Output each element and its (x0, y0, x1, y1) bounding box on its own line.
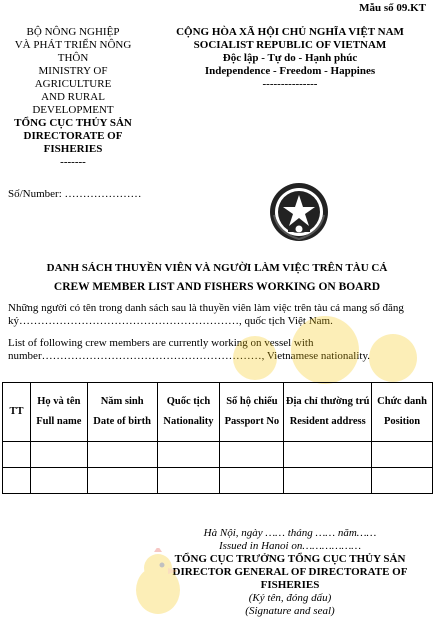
ministry-vn-line-1: BỘ NÔNG NGHIỆP (26, 26, 120, 38)
ministry-en-line-1: MINISTRY OF (38, 65, 108, 77)
col-header-passport: Số hộ chiếu Passport No (220, 383, 284, 442)
signature-block (150, 527, 430, 618)
title-vn: DANH SÁCH THUYỀN VIÊN VÀ NGƯỜI LÀM VIỆC TRÊN TÀU CÁ (46, 262, 388, 274)
right-separator: --------------- (262, 78, 318, 90)
motto-en: Independence - Freedom - Happines (204, 65, 376, 77)
signer-title-vn: TỔNG CỤC TRƯỞNG TỔNG CỤC THỦY SẢN (174, 553, 406, 565)
ministry-vn-line-3: THÔN (57, 52, 89, 64)
col-header-nationality: Quốc tịch Nationality (157, 383, 220, 442)
col-header-date-of-birth: Năm sinh Date of birth (87, 383, 157, 442)
col-header-no: TT (3, 383, 31, 442)
col-header-full-name: Họ và tên Full name (30, 383, 87, 442)
signer-title-en-1: DIRECTOR GENERAL OF DIRECTORATE OF (172, 566, 408, 578)
ministry-en-line-3: AND RURAL (41, 91, 105, 103)
sign-instruction-vn: (Ký tên, đóng dấu) (248, 592, 332, 604)
watermark-logo-icon (225, 310, 425, 390)
table-header-row (3, 383, 433, 442)
directorate-line-1: TỔNG CỤC THỦY SẢN (14, 117, 132, 129)
form-number: Mẫu số 09.KT (359, 2, 426, 14)
col-header-position: Chức danh Position (372, 383, 433, 442)
left-separator: ------- (60, 156, 86, 168)
title-en: CREW MEMBER LIST AND FISHERS WORKING ON BOARD (53, 281, 381, 293)
motto-vn: Độc lập - Tự do - Hạnh phúc (222, 52, 358, 64)
statement-vn: Những người có tên trong danh sách sau là thuyền viên làm việc trên tàu cá mang số đăng ký……………………………………………………, quốc tịch Việt Nam. (8, 302, 404, 327)
table-row (3, 442, 433, 468)
crew-table (2, 382, 433, 494)
directorate-line-2: DIRECTORATE OF (23, 130, 123, 142)
mascot-watermark-icon (128, 548, 188, 618)
country-name-en: SOCIALIST REPUBLIC OF VIETNAM (193, 39, 387, 51)
sign-instruction-en: (Signature and seal) (245, 605, 335, 617)
directorate-line-3: FISHERIES (43, 143, 103, 155)
col-header-address: Địa chỉ thường trú Resident address (284, 383, 372, 442)
statement-en: List of following crew members are currently working on vessel with number……………………………………………………, Vietnamese nationality. (8, 337, 370, 362)
ministry-en-line-2: AGRICULTURE (34, 78, 112, 90)
place-date-vn: Hà Nội, ngày …… tháng …… năm…… (203, 527, 377, 539)
ministry-en-line-4: DEVELOPMENT (32, 104, 114, 116)
national-emblem-icon (268, 181, 330, 243)
document-number: Số/Number: ………………… (8, 188, 142, 200)
table-row (3, 468, 433, 494)
national-heading-block (150, 26, 430, 91)
issuing-authority-block (8, 26, 138, 169)
signer-title-en-2: FISHERIES (260, 579, 320, 591)
place-date-en: Issued in Hanoi on……………… (218, 540, 362, 552)
ministry-vn-line-2: VÀ PHÁT TRIỂN NÔNG (14, 39, 132, 51)
country-name-vn: CỘNG HÒA XÃ HỘI CHỦ NGHĨA VIỆT NAM (176, 26, 404, 38)
